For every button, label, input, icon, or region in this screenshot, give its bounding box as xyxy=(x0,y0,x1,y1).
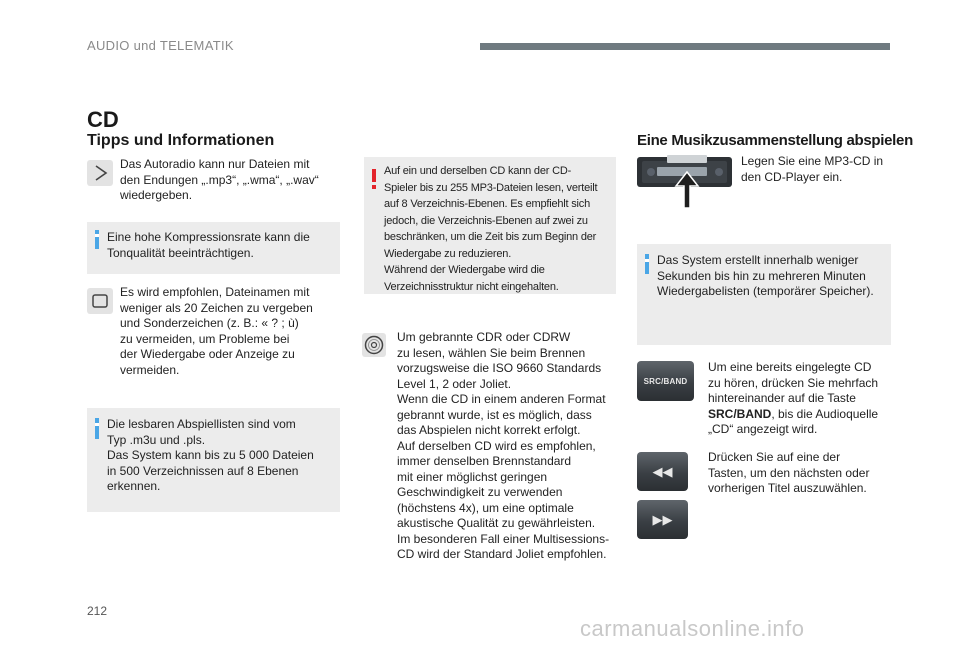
section-header: AUDIO und TELEMATIK xyxy=(87,38,234,53)
paragraph-src-band: Um eine bereits eingelegte CD zu hören, drücken Sie mehrfach hintereinander auf die Taste SRC/BAND, bis die Audioquelle „CD“ angezeigt wird. xyxy=(708,360,879,436)
paragraph-insert-cd: Legen Sie eine MP3-CD in den CD-Player ein. xyxy=(741,154,884,184)
up-arrow-icon xyxy=(674,170,700,215)
warning-box-mp3: Auf ein und derselben CD kann der CD- Spieler bis zu 255 MP3-Dateien lesen, verteilt auf 8 Verzeichnis-Ebenen. Es empfiehlt sich jedoch, die Verzeichnis-Ebenen auf zwei zu beschränken, um die Zeit bis zum Beginn der Wiedergabe zu reduzieren. Während der Wiedergabe wird die Verzeichnisstruktur nicht eingehalten. xyxy=(364,157,616,294)
page-title: CD xyxy=(87,107,119,132)
right-subtitle: Eine Musikzusammenstellung abspielen xyxy=(637,132,913,149)
src-band-key: SRC/BAND xyxy=(708,406,772,421)
info-bar-icon xyxy=(645,254,649,274)
info-box-system: Das System erstellt innerhalb weniger Sekunden bis hin zu mehreren Minuten Wiedergabelisten (temporärer Speicher). xyxy=(637,244,891,345)
info-bar-icon xyxy=(95,418,99,439)
play-triangle-icon xyxy=(87,160,113,186)
info-box-playlists: Die lesbaren Abspiellisten sind vom Typ .m3u und .pls. Das System kann bis zu 5 000 Dateien in 500 Verzeichnissen auf 8 Ebenen erkennen. xyxy=(87,408,340,512)
rounded-rect-icon xyxy=(87,288,113,314)
paragraph-burn-standards: Um gebrannte CDR oder CDRW zu lesen, wählen Sie beim Brennen vorzugsweise die ISO 9660 Standards Level 1, 2 oder Joliet. Wenn die CD in einem anderen Format gebrannt wurde, ist es möglich, dass das Abspielen nicht korrekt erfolgt. Auf derselben CD wird es empfohlen, immer denselben Brennstandard mit einer möglichst geringen Geschwindigkeit zu verwenden (höchstens 4x), um eine optimale akustische Qualität zu gewährleisten. Im besonderen Fall einer Multisessions- CD wird der Standard Joliet empfohlen. xyxy=(397,330,610,561)
src-band-button: SRC/BAND xyxy=(637,361,694,401)
header-bar xyxy=(480,43,890,50)
paragraph-track-select: Drücken Sie auf eine der Tasten, um den nächsten oder vorherigen Titel auszuwählen. xyxy=(708,450,870,495)
watermark: carmanualsonline.info xyxy=(580,616,805,641)
left-subtitle: Tipps und Informationen xyxy=(87,132,275,149)
paragraph-file-types: Das Autoradio kann nur Dateien mit den Endungen „.mp3“, „.wma“, „.wav“ wiedergeben. xyxy=(120,157,319,202)
paragraph-filenames: Es wird empfohlen, Dateinamen mit weniger als 20 Zeichen zu vergeben und Sonderzeichen (z. B.: « ? ; ù) zu vermeiden, um Probleme bei der Wiedergabe oder Anzeige zu vermeiden. xyxy=(120,285,313,377)
cd-disc-icon xyxy=(362,333,386,357)
info-bar-icon xyxy=(95,230,99,249)
warning-exclamation-icon xyxy=(372,169,376,189)
info-box-compression: Eine hohe Kompressionsrate kann die Tonqualität beeinträchtigen. xyxy=(87,222,340,274)
next-track-button: ▶▶ xyxy=(637,500,688,539)
previous-track-button: ◀◀ xyxy=(637,452,688,491)
page-number: 212 xyxy=(87,604,108,618)
